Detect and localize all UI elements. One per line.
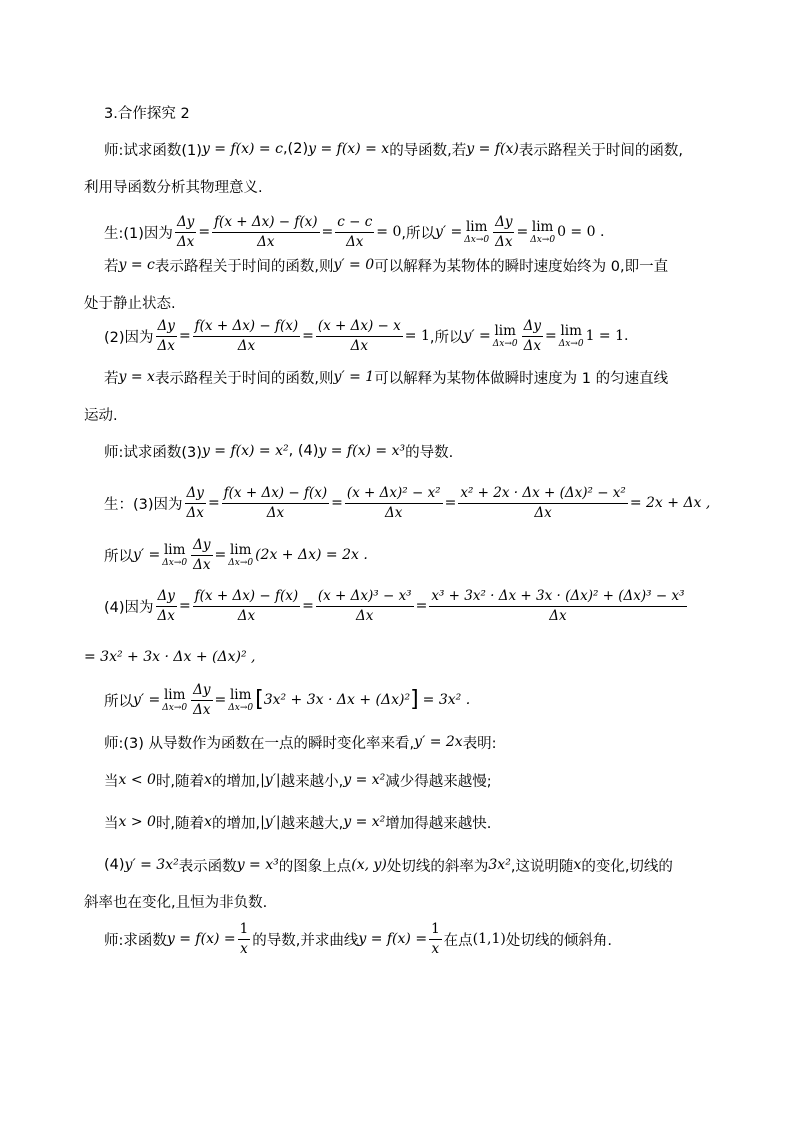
- paragraph-5-line-1: 若 y = x 表示路程关于时间的函数,则 y′ = 1 可以解释为某物体做瞬时速度为 1 的匀速直线: [104, 369, 669, 387]
- right-bracket: ]: [410, 687, 419, 712]
- limit-operator: lim Δx→0: [228, 687, 254, 713]
- fraction: $\frac{f(x + \Delta x) - f(x)}{\Delta x}$: [194, 317, 299, 354]
- limit-operator: lim Δx→0: [492, 323, 518, 349]
- paragraph-6: 师:试求函数(3) y = f(x) = x² , (4) y = f(x) = x³ 的导数.: [104, 443, 454, 461]
- limit-operator: lim Δx→0: [162, 687, 188, 713]
- fraction: $\frac{1}{x}$: [239, 920, 249, 957]
- paragraph-5-line-2: 运动.: [84, 407, 118, 424]
- paragraph-10-equation: = 3x² + 3x · Δx + (Δx)² ,: [84, 649, 256, 665]
- fraction: $\frac{\Delta y}{\Delta x}$: [157, 317, 175, 354]
- left-bracket: [: [255, 687, 264, 712]
- paragraph-14: 当 x > 0 时,随着 x 的增加, |y′| 越来越大, y = x² 增加得越来越快.: [104, 814, 492, 832]
- limit-operator: lim Δx→0: [162, 542, 188, 568]
- fraction: $\frac{\Delta y}{\Delta x}$: [193, 536, 211, 573]
- fraction: $\frac{\text{x³ + 3x² · Δx + 3x · (Δx)² + (Δx)³ − x³}}{\Delta x}$: [431, 587, 685, 624]
- fraction: $\frac{\text{(x + Δx)³ − x³}}{\Delta x}$: [317, 587, 412, 624]
- paragraph-3-line-2: 处于静止状态.: [84, 295, 176, 312]
- fraction: $\frac{\Delta y}{\Delta x}$: [495, 213, 513, 250]
- paragraph-1-line-2: 利用导函数分析其物理意义.: [84, 179, 263, 196]
- paragraph-15-line-1: (4) y′ = 3x² 表示函数 y = x³ 的图象上点 (x, y) 处切线的斜率为 3x² ,这说明随 x 的变化,切线的: [104, 857, 673, 875]
- fraction: $\frac{(x + \Delta x) - x}{\Delta x}$: [317, 317, 401, 354]
- fraction: $\frac{f(x + \Delta x) - f(x)}{\Delta x}$: [223, 484, 328, 521]
- fraction: $\frac{f(x + \Delta x) - f(x)}{\Delta x}$: [214, 213, 318, 250]
- fraction: $\frac{\Delta y}{\Delta x}$: [176, 213, 195, 250]
- paragraph-7-equation: 生：(3)因为 $\frac{\Delta y}{\Delta x}$ = $\frac{f(x + \Delta x) - f(x)}{\Delta x}$ = $\frac{\text{(x + Δx)² − x²}}{\Delta x}$ = $\frac{\text{x² + 2x · Δx + (Δx)² − x²}}{\Delta x}$ = 2x + Δx ,: [104, 484, 711, 521]
- limit-operator: lim Δx→0: [558, 323, 584, 349]
- section-heading: 3.合作探究 2: [104, 105, 190, 122]
- limit-operator: lim Δx→0: [530, 219, 556, 245]
- fraction: $\frac{\Delta y}{\Delta x}$: [193, 681, 211, 718]
- paragraph-15-line-2: 斜率也在变化,且恒为非负数.: [84, 894, 268, 911]
- limit-operator: lim Δx→0: [464, 219, 490, 245]
- fraction: $\frac{\text{(x + Δx)² − x²}}{\Delta x}$: [346, 484, 441, 521]
- paragraph-12: 师:(3) 从导数作为函数在一点的瞬时变化率来看, y′ = 2x 表明:: [104, 734, 497, 752]
- fraction: $\frac{\Delta y}{\Delta x}$: [157, 587, 175, 624]
- fraction: $\frac{1}{x}$: [431, 920, 440, 957]
- fraction: $\frac{\Delta y}{\Delta x}$: [523, 317, 541, 354]
- paragraph-11-equation: 所以 y′ = lim Δx→0 $\frac{\Delta y}{\Delta x}$ = lim Δx→0 [ 3x² + 3x · Δx + (Δx)² ] = 3x² .: [104, 681, 471, 718]
- paragraph-13: 当 x < 0 时,随着 x 的增加, |y′| 越来越小, y = x² 减少得越来越慢;: [104, 772, 492, 790]
- fraction: $\frac{\Delta y}{\Delta x}$: [186, 484, 204, 521]
- paragraph-2-equation: 生:(1)因为 $\frac{\Delta y}{\Delta x}$ = $\frac{f(x + \Delta x) - f(x)}{\Delta x}$ = $\frac{c - c}{\Delta x}$ = 0 ,所以 y′ = lim Δx→0 $\frac{\Delta y}{\Delta x}$ = lim Δx→0 0 = 0 .: [104, 213, 605, 250]
- fraction: $\frac{f(x + \Delta x) - f(x)}{\Delta x}$: [194, 587, 299, 624]
- paragraph-4-equation: (2)因为 $\frac{\Delta y}{\Delta x}$ = $\frac{f(x + \Delta x) - f(x)}{\Delta x}$ = $\frac{(x + \Delta x) - x}{\Delta x}$ = 1 ,所以 y′ = lim Δx→0 $\frac{\Delta y}{\Delta x}$ = lim Δx→0 1 = 1.: [104, 317, 629, 354]
- paragraph-1-line-1: 师:试求函数(1) y = f(x) = c ,(2) y = f(x) = x 的导函数,若 y = f(x) 表示路程关于时间的函数,: [104, 141, 683, 159]
- fraction: $\frac{\text{x² + 2x · Δx + (Δx)² − x²}}{\Delta x}$: [460, 484, 626, 521]
- paragraph-8-equation: 所以 y′ = lim Δx→0 $\frac{\Delta y}{\Delta x}$ = lim Δx→0 (2x + Δx) = 2x .: [104, 536, 368, 573]
- limit-operator: lim Δx→0: [228, 542, 254, 568]
- fraction: $\frac{c - c}{\Delta x}$: [337, 213, 373, 250]
- paragraph-16: 师:求函数 y = f(x) = $\frac{1}{x}$ 的导数,并求曲线 y = f(x) = $\frac{1}{x}$ 在点 (1,1) 处切线的倾斜角.: [104, 920, 612, 957]
- paragraph-3-line-1: 若 y = c 表示路程关于时间的函数,则 y′ = 0 可以解释为某物体的瞬时速度始终为 0,即一直: [104, 257, 669, 275]
- paragraph-9-equation: (4)因为 $\frac{\Delta y}{\Delta x}$ = $\frac{f(x + \Delta x) - f(x)}{\Delta x}$ = $\frac{\text{(x + Δx)³ − x³}}{\Delta x}$ = $\frac{\text{x³ + 3x² · Δx + 3x · (Δx)² + (Δx)³ − x³}}{\Delta x}$: [104, 587, 685, 624]
